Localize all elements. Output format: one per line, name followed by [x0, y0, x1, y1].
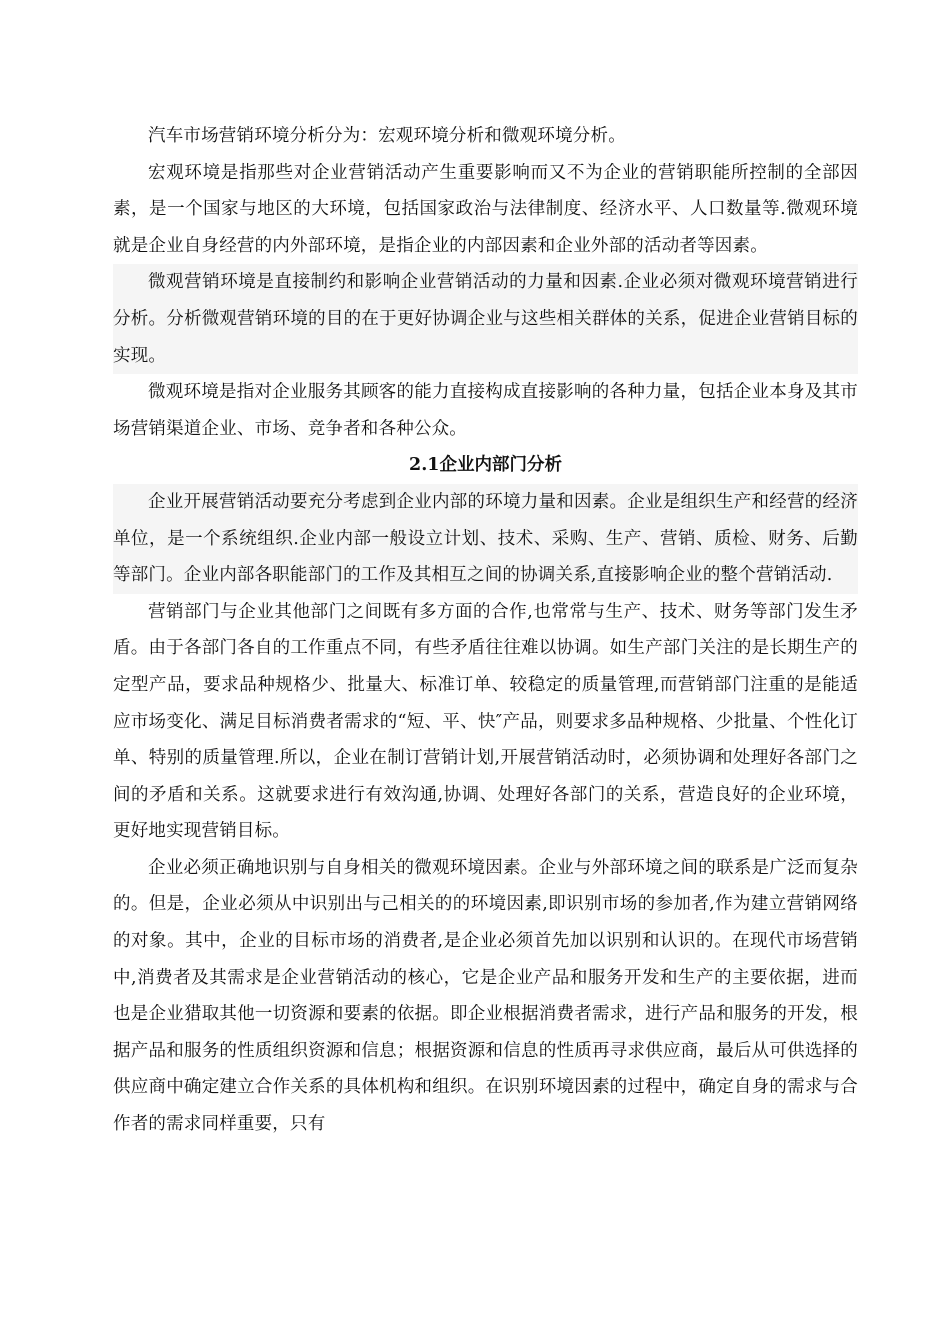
paragraph-4: 微观环境是指对企业服务其顾客的能力直接构成直接影响的各种力量，包括企业本身及其市场营销渠道企业、市场、竞争者和各种公众。: [113, 382, 858, 439]
paragraph-7: 企业必须正确地识别与自身相关的微观环境因素。企业与外部环境之间的联系是广泛而复杂的。但是，企业必须从中识别出与己相关的的环境因素,即识别市场的参加者,作为建立营销网络的对象。其中，企业的目标市场的消费者,是企业必须首先加以识别和认识的。在现代市场营销中,消费者及其需求是企业营销活动的核心，它是企业产品和服务开发和生产的主要依据，进而也是企业猎取其他一切资源和要素的依据。即企业根据消费者需求，进行产品和服务的开发，根据产品和服务的性质组织资源和信息；根据资源和信息的性质再寻求供应商，最后从可供选择的供应商中确定建立合作关系的具体机构和组织。在识别环境因素的过程中，确定自身的需求与合作者的需求同样重要，只有: [113, 857, 858, 1135]
document-body: [113, 118, 858, 1143]
paragraph-1: 汽车市场营销环境分析分为：宏观环境分析和微观环境分析。: [148, 126, 626, 146]
section-heading: 2.1企业内部门分析: [409, 455, 562, 476]
paragraph-6: 营销部门与企业其他部门之间既有多方面的合作,也常常与生产、技术、财务等部门发生矛盾。由于各部门各自的工作重点不同，有些矛盾往往难以协调。如生产部门关注的是长期生产的定型产品，要求品种规格少、批量大、标准订单、较稳定的质量管理,而营销部门注重的是能适应市场变化、满足目标消费者需求的“短、平、快″产品，则要求多品种规格、少批量、个性化订单、特别的质量管理.所以，企业在制订营销计划,开展营销活动时，必须协调和处理好各部门之间的矛盾和关系。这就要求进行有效沟通,协调、处理好各部门的关系，营造良好的企业环境，更好地实现营销目标。: [113, 601, 858, 842]
paragraph-2: 宏观环境是指那些对企业营销活动产生重要影响而又不为企业的营销职能所控制的全部因素，是一个国家与地区的大环境，包括国家政治与法律制度、经济水平、人口数量等.微观环境就是企业自身经营的内外部环境，是指企业的内部因素和企业外部的活动者等因素。: [113, 162, 858, 256]
paragraph-5: 企业开展营销活动要充分考虑到企业内部的环境力量和因素。企业是组织生产和经营的经济单位，是一个系统组织.企业内部一般设立计划、技术、采购、生产、营销、质检、财务、后勤等部门。企业内部各职能部门的工作及其相互之间的协调关系,直接影响企业的整个营销活动.: [113, 484, 858, 594]
paragraph-3: 微观营销环境是直接制约和影响企业营销活动的力量和因素.企业必须对微观环境营销进行分析。分析微观营销环境的目的在于更好协调企业与这些相关群体的关系，促进企业营销目标的实现。: [113, 264, 858, 374]
